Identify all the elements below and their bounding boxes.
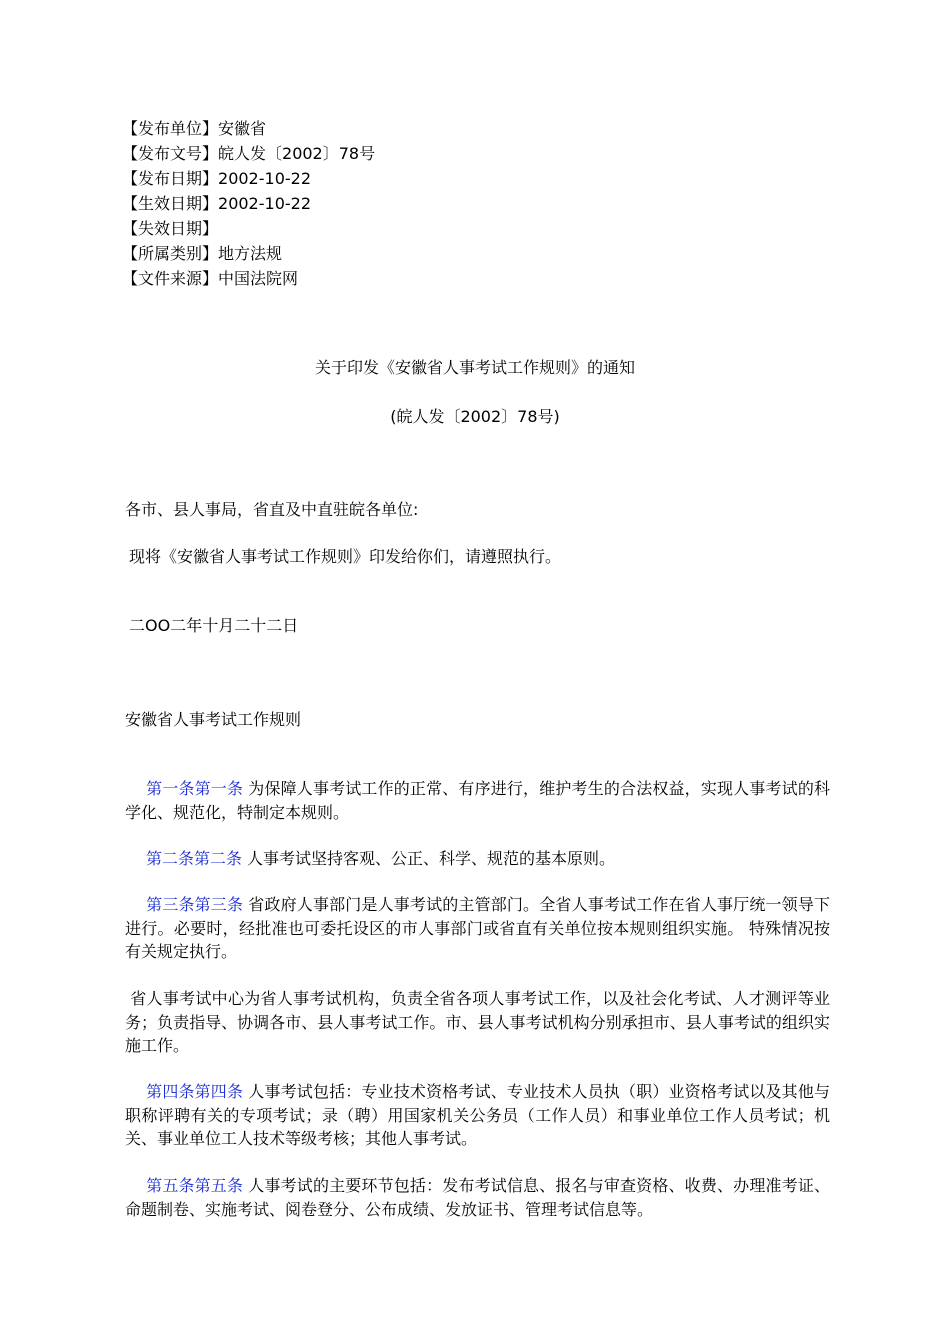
article-label: 第五条第五条 xyxy=(146,1176,244,1195)
article-label: 第一条第一条 xyxy=(146,779,244,798)
article-1 xyxy=(125,777,830,824)
article-text: 人事考试的主要环节包括：发布考试信息、报名与审查资格、收费、办理准考证、命题制卷、实施考试、阅卷登分、公布成绩、发放证书、管理考试信息等。 xyxy=(125,1176,830,1219)
meta-doc-number: 【发布文号】皖人发〔2002〕78号 xyxy=(122,144,376,163)
article-text: 省人事考试中心为省人事考试机构，负责全省各项人事考试工作，以及社会化考试、人才测评等业务；负责指导、协调各市、县人事考试工作。市、县人事考试机构分别承担市、县人事考试的组织实施工作。 xyxy=(125,989,830,1055)
meta-issue-date: 【发布日期】2002-10-22 xyxy=(122,169,311,188)
rules-title: 安徽省人事考试工作规则 xyxy=(125,710,302,729)
notice-body: 现将《安徽省人事考试工作规则》印发给你们，请遵照执行。 xyxy=(129,547,562,566)
notice-date: 二OO二年十月二十二日 xyxy=(129,616,299,635)
article-text: 人事考试坚持客观、公正、科学、规范的基本原则。 xyxy=(247,849,616,868)
article-3-paragraph-2 xyxy=(125,987,830,1058)
article-label: 第四条第四条 xyxy=(146,1082,244,1101)
article-text: 为保障人事考试工作的正常、有序进行，维护考生的合法权益，实现人事考试的科学化、规范化，特制定本规则。 xyxy=(125,779,830,822)
article-3 xyxy=(125,893,830,964)
notice-title: 关于印发《安徽省人事考试工作规则》的通知 xyxy=(314,358,635,377)
meta-expiry-date: 【失效日期】 xyxy=(122,219,219,238)
article-label: 第二条第二条 xyxy=(146,849,243,868)
meta-effective-date: 【生效日期】2002-10-22 xyxy=(122,194,311,213)
meta-source: 【文件来源】中国法院网 xyxy=(122,269,299,288)
article-5 xyxy=(125,1174,830,1221)
notice-doc-number: (皖人发〔2002〕78号) xyxy=(390,407,560,426)
article-4 xyxy=(125,1080,830,1151)
article-text: 省政府人事部门是人事考试的主管部门。全省人事考试工作在省人事厅统一领导下进行。必要时，经批准也可委托设区的市人事部门或省直有关单位按本规则组织实施。 特殊情况按有关规定执行。 xyxy=(125,895,830,961)
article-label: 第三条第三条 xyxy=(146,895,244,914)
meta-issuer: 【发布单位】安徽省 xyxy=(122,119,267,138)
notice-addressee: 各市、县人事局，省直及中直驻皖各单位: xyxy=(125,500,419,519)
meta-category: 【所属类别】地方法规 xyxy=(122,244,283,263)
metadata-block xyxy=(122,116,722,291)
article-text: 人事考试包括：专业技术资格考试、专业技术人员执（职）业资格考试以及其他与职称评聘有关的专项考试；录（聘）用国家机关公务员（工作人员）和事业单位工作人员考试；机关、事业单位工人技术等级考核；其他人事考试。 xyxy=(125,1082,830,1148)
article-2 xyxy=(125,847,830,871)
